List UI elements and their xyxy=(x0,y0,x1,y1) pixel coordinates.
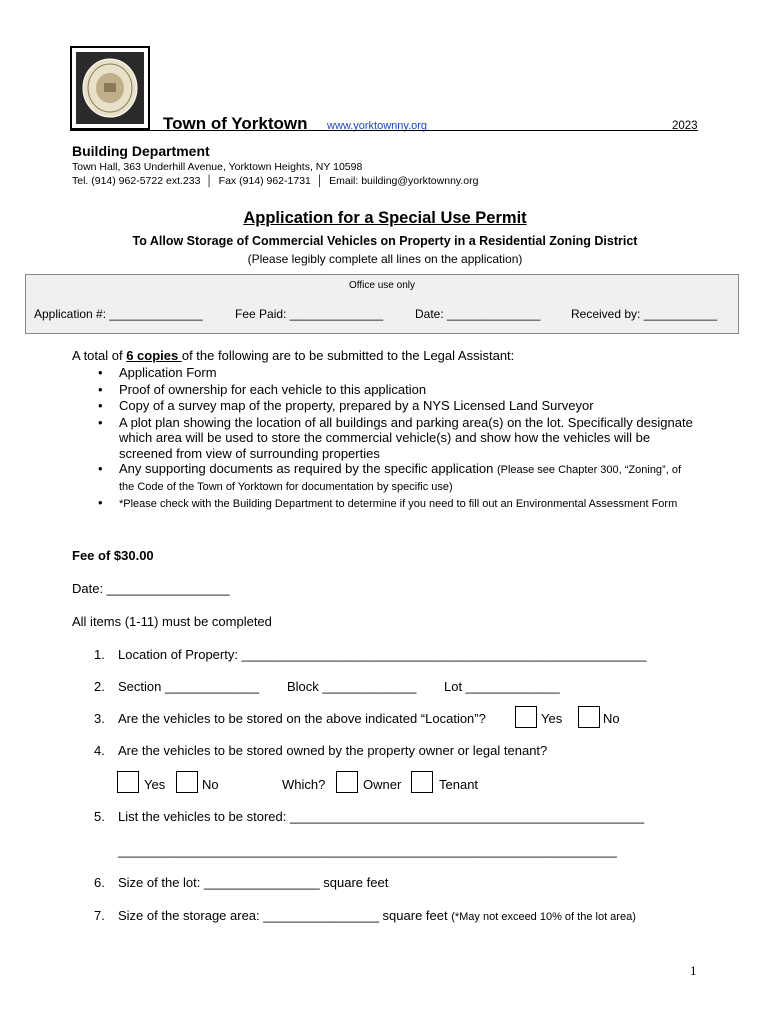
q3-yes-checkbox[interactable] xyxy=(515,706,537,728)
list-item: • Proof of ownership for each vehicle to this application xyxy=(98,382,698,399)
office-date-field: Date: ______________ xyxy=(415,307,541,321)
copies-count: 6 copies xyxy=(126,348,182,363)
which-label: Which? xyxy=(282,777,326,792)
fee-amount: Fee of $30.00 xyxy=(72,548,154,563)
storage-area-note: (*May not exceed 10% of the lot area) xyxy=(451,911,636,923)
vehicles-list-field[interactable]: List the vehicles to be stored: _________________________________________________ xyxy=(118,809,645,824)
department-name: Building Department xyxy=(72,143,210,159)
seal-icon xyxy=(76,52,144,124)
town-name: Town of Yorktown xyxy=(163,114,308,133)
town-seal xyxy=(70,46,150,130)
received-by-field: Received by: ___________ xyxy=(571,307,718,321)
vehicles-list-field-line2[interactable]: _____________________________________________________________________ xyxy=(118,843,617,858)
q3-yes-label: Yes xyxy=(541,711,563,726)
required-documents-list xyxy=(98,365,698,512)
intro-text: A total of xyxy=(72,348,127,363)
fee-paid-field: Fee Paid: ______________ xyxy=(235,307,384,321)
question-text: Are the vehicles to be stored on the above indicated “Location”? xyxy=(118,711,486,726)
question-number: 1. xyxy=(94,647,105,662)
copies-instruction xyxy=(72,348,514,363)
office-use-label: Office use only xyxy=(349,280,415,291)
lot-field[interactable]: Lot _____________ xyxy=(444,679,560,694)
instruction-note: (Please legibly complete all lines on the application) xyxy=(247,252,523,266)
question-number: 7. xyxy=(94,908,105,923)
office-use-box xyxy=(25,274,739,334)
list-item: • A plot plan showing the location of all buildings and parking area(s) on the lot. Specifically designate which area will be used to store the commercial vehicle(s) and show how the vehicles will be screened from view of surrounding properties xyxy=(98,415,698,462)
page-title: Application for a Special Use Permit xyxy=(243,209,527,227)
q3-no-checkbox[interactable] xyxy=(578,706,600,728)
list-item: • Any supporting documents as required by the specific application (Please see Chapter 300, “Zoning”, of the Code of the Town of Yorktown for documentation by specific use) xyxy=(98,461,698,495)
block-field[interactable]: Block _____________ xyxy=(287,679,417,694)
q4-yes-checkbox[interactable] xyxy=(117,771,139,793)
question-number: 6. xyxy=(94,875,105,890)
q4-no-checkbox[interactable] xyxy=(176,771,198,793)
storage-area-field[interactable] xyxy=(118,908,636,923)
intro-text-end: of the following are to be submitted to the Legal Assistant: xyxy=(181,348,515,363)
q4-yes-label: Yes xyxy=(144,777,166,792)
owner-label: Owner xyxy=(363,777,402,792)
header-divider xyxy=(70,130,698,131)
owner-checkbox[interactable] xyxy=(336,771,358,793)
town-website-link[interactable]: www.yorktownny.org xyxy=(327,120,428,132)
lot-size-field[interactable]: Size of the lot: ________________ square feet xyxy=(118,875,389,890)
q3-no-label: No xyxy=(603,711,620,726)
list-item: • *Please check with the Building Department to determine if you need to fill out an Environmental Assessment Form xyxy=(98,495,698,512)
tenant-label: Tenant xyxy=(439,777,479,792)
date-field[interactable]: Date: _________________ xyxy=(72,581,230,596)
department-contact: Tel. (914) 962-5722 ext.233 │ Fax (914) 962-1731 │ Email: building@yorktownny.org xyxy=(72,175,479,187)
list-item: • Application Form xyxy=(98,365,698,382)
year: 2023 xyxy=(672,120,698,132)
completion-note: All items (1-11) must be completed xyxy=(72,614,272,629)
question-number: 4. xyxy=(94,743,105,758)
page-number: 1 xyxy=(690,963,697,978)
storage-area-text: Size of the storage area: ________________ square feet xyxy=(118,908,452,923)
page-subtitle: To Allow Storage of Commercial Vehicles on Property in a Residential Zoning District xyxy=(132,234,638,248)
question-text: Are the vehicles to be stored owned by the property owner or legal tenant? xyxy=(118,743,548,758)
location-of-property-field[interactable]: Location of Property: ________________________________________________________ xyxy=(118,647,647,662)
q4-no-label: No xyxy=(202,777,219,792)
list-item: • Copy of a survey map of the property, prepared by a NYS Licensed Land Surveyor xyxy=(98,398,698,415)
department-address: Town Hall, 363 Underhill Avenue, Yorktown Heights, NY 10598 xyxy=(72,161,363,173)
section-field[interactable]: Section _____________ xyxy=(118,679,259,694)
question-number: 5. xyxy=(94,809,105,824)
question-number: 2. xyxy=(94,679,105,694)
question-number: 3. xyxy=(94,711,105,726)
application-number-field: Application #: ______________ xyxy=(34,307,203,321)
tenant-checkbox[interactable] xyxy=(411,771,433,793)
